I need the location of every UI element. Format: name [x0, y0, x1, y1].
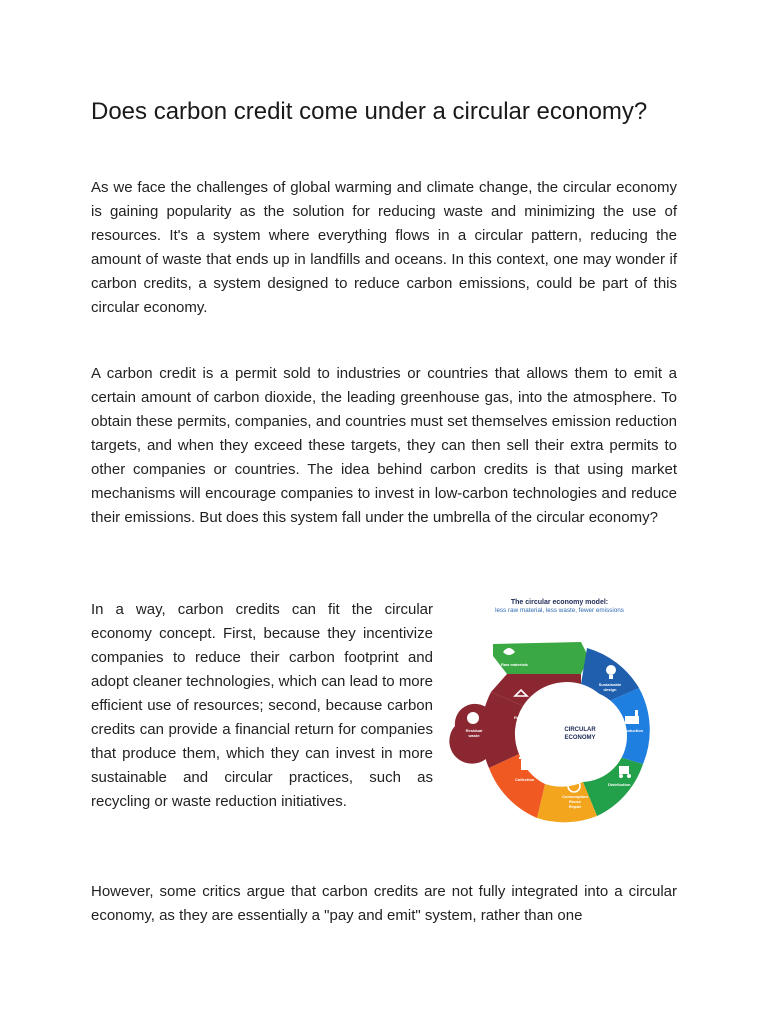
label-consumption-line1: Consumption	[562, 794, 588, 799]
center-label-line1: CIRCULAR	[564, 727, 596, 733]
page-title: Does carbon credit come under a circular economy?	[91, 98, 648, 125]
label-consumption	[560, 794, 590, 809]
segment-raw-materials	[493, 642, 589, 674]
label-residual-waste	[461, 728, 487, 738]
waste-bag-icon	[467, 712, 479, 724]
paragraph-fit: In a way, carbon credits can fit the circular economy concept. First, because they incentivize companies to reduce their carbon footprint and adopt cleaner technologies, which can lead to more efficient use of resources; second, because carbon credits can provide a financial return for companies that produce them, which they can invest in more sustainable and circular practices, such as recycling or waste reduction initiatives.	[91, 601, 433, 810]
label-collection: Collection	[515, 777, 535, 782]
center-label-line2: ECONOMY	[564, 735, 596, 741]
label-residual-line2: waste	[468, 733, 480, 738]
label-distribution: Distribution	[608, 782, 631, 787]
circular-economy-figure	[441, 566, 678, 838]
label-design: Sustainable design	[598, 682, 622, 692]
figure-title: The circular economy model:	[510, 599, 609, 606]
label-consumption-line3: Repair	[568, 804, 582, 809]
label-residual-line1: Residual	[465, 728, 483, 733]
paragraph-intro: As we face the challenges of global warming and climate change, the circular economy is gaining popularity as the solution for reducing waste and minimizing the use of resources. It's a system where everything flows in a circular pattern, reducing the amount of waste that ends up in landfills and oceans. In this context, one may wonder if carbon credits, a system designed to reduce carbon emissions, could be part of this circular economy.	[91, 179, 677, 316]
label-recycling: Recycling	[514, 715, 533, 720]
paragraph-carbon-credit: A carbon credit is a permit sold to industries or countries that allows them to emit a certain amount of carbon dioxide, the leading greenhouse gas, into the atmosphere. To obtain these permits, companies, and countries must set themselves emission reduction targets, and when they exceed these targets, they can then sell their extra permits to other companies or countries. The idea behind carbon credits is that using market mechanisms will encourage companies to invest in low-carbon technologies and reduce their emissions. But does this system fall under the umbrella of the circular economy?	[91, 365, 677, 526]
center-label	[542, 726, 618, 742]
paragraph-critics: However, some critics argue that carbon credits are not fully integrated into a circular economy, as they are essentially a "pay and emit" system, rather than one	[91, 883, 677, 924]
label-production: Production	[622, 728, 644, 733]
label-consumption-line2: Reuse	[568, 799, 581, 804]
label-raw-materials: Raw materials	[501, 662, 528, 667]
figure-subtitle: less raw material, less waste, fewer emissions	[495, 607, 624, 614]
